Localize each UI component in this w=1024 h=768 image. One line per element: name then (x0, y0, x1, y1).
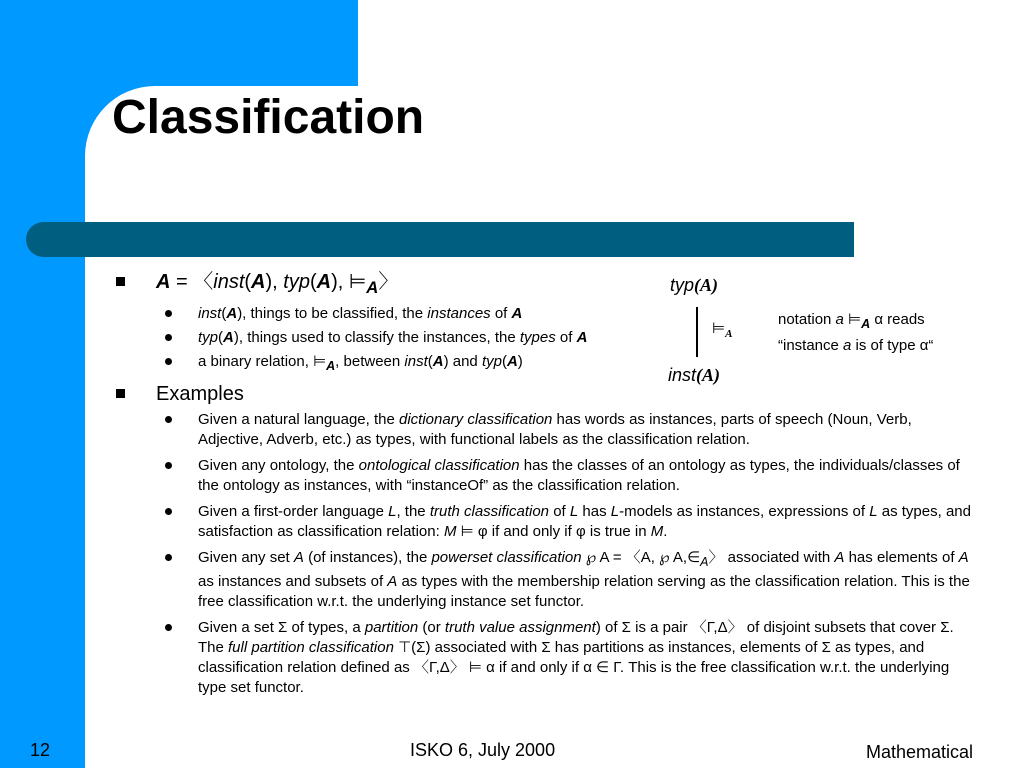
def-a: A (156, 271, 171, 293)
text: ( (427, 353, 433, 370)
example-truth (112, 502, 972, 542)
text: “instance (778, 337, 844, 354)
round-bullet-icon (165, 462, 172, 469)
text: of (555, 329, 577, 346)
text: A (861, 317, 871, 331)
text: L (569, 503, 579, 520)
text: A (834, 549, 845, 566)
example-ontological (112, 456, 972, 496)
example-dictionary (112, 410, 972, 450)
text: A (387, 573, 398, 590)
def-paren: ( (244, 271, 252, 293)
diagram-inst-label (668, 365, 720, 386)
round-bullet-icon (165, 508, 172, 515)
square-bullet-icon (116, 389, 125, 398)
text: as types with the membership relation serving as the classification relation. This is the free classification w.r.t. the underlying instance set functor. (198, 573, 970, 610)
text: ⊨ φ if and only if φ is true in (456, 523, 651, 540)
text: ℘ A = 〈A, ℘ A,∈ (581, 549, 701, 566)
text: Given any ontology, the (198, 457, 359, 474)
def-models: ⊨ (348, 271, 367, 293)
text: , between (335, 353, 405, 370)
round-bullet-icon (165, 334, 172, 341)
round-bullet-icon (165, 358, 172, 365)
text: inst (404, 353, 428, 370)
text: ), things to be classified, the (237, 305, 428, 322)
text: L (610, 503, 620, 520)
diagram-relation-label (712, 319, 732, 340)
def-close: 〉 (378, 271, 399, 293)
text: (or (418, 619, 445, 636)
def-paren2: ( (309, 271, 317, 293)
text: as instances and subsets of (198, 573, 388, 590)
text: ( (218, 329, 224, 346)
def-a2: A (251, 271, 266, 293)
text: (of instances), the (303, 549, 432, 566)
text: A (432, 353, 444, 370)
text: A (506, 353, 518, 370)
text: A (700, 555, 709, 569)
text: Given a natural language, the (198, 411, 399, 428)
example-partition (112, 618, 972, 698)
def-paren-close2: ), (331, 271, 349, 293)
text: L (869, 503, 878, 520)
text: inst (198, 305, 222, 322)
text: has elements of (844, 549, 959, 566)
text: , the (396, 503, 430, 520)
text: typ (670, 275, 695, 295)
round-bullet-icon (165, 554, 172, 561)
text: typ (198, 329, 219, 346)
text: ( (221, 305, 227, 322)
text: Given a first-order language (198, 503, 389, 520)
text: α reads (870, 311, 925, 328)
diagram-typ-label (670, 275, 718, 296)
notation-note (778, 309, 933, 357)
text: ⊨ (712, 320, 726, 337)
round-bullet-icon (165, 310, 172, 317)
text: A (958, 549, 969, 566)
text: A (576, 329, 588, 346)
text: ) of Σ is a pair 〈Γ,Δ〉 of disjoint subsets that cover Σ. The (198, 619, 954, 656)
text: L (388, 503, 397, 520)
text: ⊨ (843, 311, 862, 328)
text: Given a set Σ of types, a (198, 619, 365, 636)
text: a (843, 337, 852, 354)
def-a3: A (316, 271, 332, 293)
text: truth value assignment (444, 619, 596, 636)
text: as types, and satisfaction as classification relation: (198, 503, 971, 540)
text: Given any set (198, 549, 294, 566)
round-bullet-icon (165, 624, 172, 631)
page-number: 12 (30, 740, 51, 760)
footer-section: Mathematical (866, 742, 974, 762)
text: notation (778, 311, 836, 328)
text: a binary relation, ⊨ (198, 353, 327, 370)
text: inst (668, 365, 697, 385)
def-paren-close: ), (265, 271, 284, 293)
text: ontological classification (358, 457, 520, 474)
round-bullet-icon (165, 416, 172, 423)
text: (A) (696, 365, 721, 385)
text: . (663, 523, 668, 540)
diagram-vertical-line (696, 307, 698, 357)
text: A (511, 305, 523, 322)
text: typ (481, 353, 502, 370)
text: dictionary classification (398, 411, 553, 428)
text: A (226, 305, 238, 322)
text: ⊤(Σ) associated with Σ has partitions as instances, elements of Σ as types, and classification relation defined as 〈Γ,Δ〉 ⊨ α if and only if α ∈ Γ. This is the free classification w.r.t. the underlying type set functor. (198, 639, 950, 696)
text: A (326, 359, 336, 373)
text: ( (501, 353, 507, 370)
text: A (223, 329, 234, 346)
text: types (519, 329, 556, 346)
text: has (578, 503, 611, 520)
text: 〉 associated with (708, 549, 835, 566)
text: ), things used to classify the instances, the (233, 329, 520, 346)
text: truth classification (429, 503, 550, 520)
text: has the classes of an ontology as types, the individuals/classes of the ontology as instances, with “instanceOf” as the classification relation. (198, 457, 960, 494)
text: of (490, 305, 512, 322)
slide-title: Classification (112, 91, 425, 144)
text: a (835, 311, 844, 328)
title-underline-bar (26, 222, 854, 257)
text: powerset classification (431, 549, 582, 566)
text: ) (517, 353, 523, 370)
square-bullet-icon (116, 277, 125, 286)
def-sub: A (366, 278, 379, 297)
text: A (725, 328, 733, 340)
text: A (293, 549, 304, 566)
example-powerset (112, 548, 972, 612)
def-eq: = 〈 (170, 271, 214, 293)
text: of (549, 503, 570, 520)
examples-heading: Examples (156, 383, 244, 405)
text: ) and (443, 353, 482, 370)
text: is of type α“ (851, 337, 934, 354)
footer-event: ISKO 6, July 2000 (410, 740, 556, 760)
text: instances (427, 305, 491, 322)
text: -models as instances, expressions of (619, 503, 870, 520)
def-typ: typ (283, 271, 310, 293)
text: M (650, 523, 664, 540)
text: has words as instances, parts of speech (Noun, Verb, Adjective, Adverb, etc.) as types, with functional labels as the classification relation. (198, 411, 912, 448)
text: full partition classification (228, 639, 394, 656)
def-inst: inst (213, 271, 245, 293)
text: (A) (694, 275, 719, 295)
text: partition (364, 619, 419, 636)
text: M (443, 523, 457, 540)
